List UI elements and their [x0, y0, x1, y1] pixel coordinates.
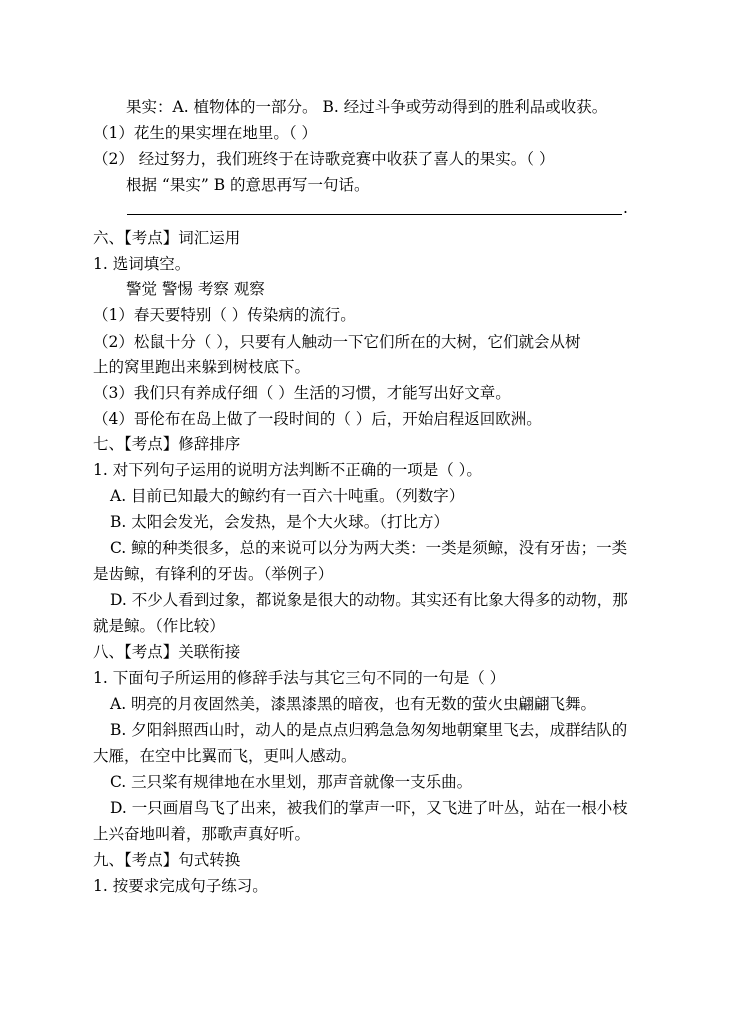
answer-blank-line[interactable]: [127, 214, 622, 215]
section-heading: 七、【考点】修辞排序: [93, 435, 241, 453]
section-heading: 八、【考点】关联衔接: [93, 643, 241, 661]
option-d-cont: 上兴奋地叫着，那歌声真好听。: [93, 825, 311, 843]
option-a: A. 目前已知最大的鲸约有一百六十吨重。（列数字）: [110, 487, 465, 505]
text-line: （1）花生的果实埋在地里。（ ）: [93, 124, 318, 142]
option-b-cont: 大雁，在空中比翼而飞，更叫人感动。: [93, 747, 357, 765]
question-stem: 1. 按要求完成句子练习。: [93, 877, 268, 895]
text-line: 果实：A. 植物体的一部分。 B. 经过斗争或劳动得到的胜利品或收获。: [126, 98, 608, 116]
text-line: 根据 “果实” B 的意思再写一句话。: [126, 176, 370, 194]
text-line: （2）松鼠十分（ ），只要有人触动一下它们所在的大树，它们就会从树: [93, 333, 581, 351]
question-stem: 1. 下面句子所运用的修辞手法与其它三句不同的一句是（ ）: [93, 669, 506, 687]
option-c-cont: 是齿鲸，有锋利的牙齿。（举例子）: [93, 565, 334, 583]
option-a: A. 明亮的月夜固然美，漆黑漆黑的暗夜，也有无数的萤火虫翩翩飞舞。: [110, 695, 597, 713]
text-line: 上的窝里跑出来躲到树枝底下。: [93, 358, 311, 376]
option-b: B. 太阳会发光，会发热，是个大火球。（打比方）: [110, 513, 449, 531]
option-d-cont: 就是鲸。（作比较）: [93, 617, 225, 635]
option-c: C. 三只桨有规律地在水里划，那声音就像一支乐曲。: [110, 773, 473, 791]
section-heading: 九、【考点】句式转换: [93, 851, 241, 869]
option-d: D. 不少人看到过象，都说象是很大的动物。其实还有比象大得多的动物，那: [110, 591, 628, 609]
text-line: （4）哥伦布在岛上做了一段时间的（ ）后，开始启程返回欧洲。: [93, 410, 542, 428]
option-c: C. 鲸的种类很多，总的来说可以分为两大类：一类是须鲸，没有牙齿；一类: [110, 539, 628, 557]
option-b: B. 夕阳斜照西山时，动人的是点点归鸦急急匆匆地朝窠里飞去，成群结队的: [110, 721, 628, 739]
text-line: （3）我们只有养成仔细（ ）生活的习惯，才能写出好文章。: [93, 384, 511, 402]
question-stem: 1. 选词填空。: [93, 255, 191, 273]
option-d: D. 一只画眉鸟飞了出来，被我们的掌声一吓，又飞进了叶丛，站在一根小枝: [110, 799, 628, 817]
text-line: （1）春天要特别（ ）传染病的流行。: [93, 306, 356, 324]
text-line: （2） 经过努力，我们班终于在诗歌竞赛中收获了喜人的果实。（ ）: [93, 150, 555, 168]
section-heading: 六、【考点】词汇运用: [93, 229, 241, 247]
question-stem: 1. 对下列句子运用的说明方法判断不正确的一项是（ ）。: [93, 461, 482, 479]
word-options: 警觉 警惕 考察 观察: [126, 280, 265, 298]
answer-line-period: .: [623, 199, 628, 217]
